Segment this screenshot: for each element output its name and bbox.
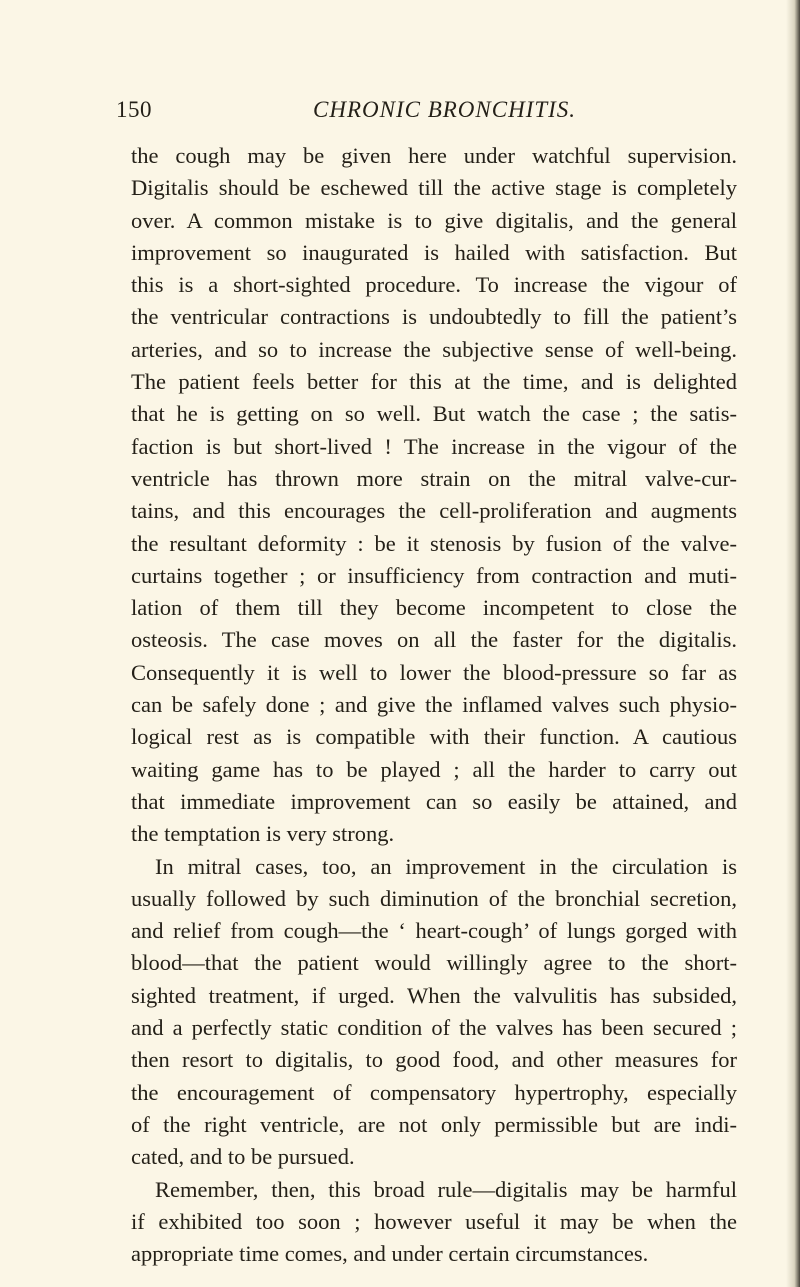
- text-line: the ventricular contractions is undoubtedly to fill the patient’s: [131, 304, 737, 330]
- text-line: waiting game has to be played ; all the harder to carry out: [131, 756, 737, 782]
- page-number: 150: [116, 97, 152, 122]
- text-line: appropriate time comes, and under certain circumstances.: [131, 1241, 649, 1267]
- text-line: logical rest as is compatible with their function. A cautious: [131, 724, 737, 750]
- text-line: the temptation is very strong.: [131, 821, 395, 847]
- paragraph: [131, 851, 737, 1174]
- text-line: the resultant deformity : be it stenosis by fusion of the valve-: [131, 530, 737, 556]
- text-line: and a perfectly static condition of the valves has been secured ;: [131, 1015, 737, 1041]
- text-line: that immediate improvement can so easily be attained, and: [131, 788, 737, 814]
- text-line: In mitral cases, too, an improvement in the circulation is: [155, 853, 737, 879]
- text-line: curtains together ; or insufficiency from contraction and muti-: [131, 562, 737, 588]
- page-edge-shadow: [786, 0, 800, 1287]
- paragraph: [131, 140, 737, 851]
- text-line: improvement so inaugurated is hailed with satisfaction. But: [131, 239, 737, 265]
- body-text: [131, 140, 737, 1270]
- text-line: then resort to digitalis, to good food, and other measures for: [131, 1047, 737, 1073]
- text-line: and relief from cough—the ‘ heart-cough’ of lungs gorged with: [131, 918, 737, 944]
- text-line: lation of them till they become incompetent to close the: [131, 595, 737, 621]
- running-title: CHRONIC BRONCHITIS.: [313, 97, 577, 122]
- text-line: Digitalis should be eschewed till the active stage is completely: [131, 175, 737, 201]
- text-line: ventricle has thrown more strain on the mitral valve-cur-: [131, 465, 737, 491]
- text-line: if exhibited too soon ; however useful it may be when the: [131, 1208, 737, 1234]
- running-head: [116, 97, 736, 137]
- text-line: over. A common mistake is to give digitalis, and the general: [131, 207, 737, 233]
- text-line: osteosis. The case moves on all the faster for the digitalis.: [131, 627, 737, 653]
- text-line: sighted treatment, if urged. When the valvulitis has subsided,: [131, 982, 737, 1008]
- text-line: blood—that the patient would willingly agree to the short-: [131, 950, 737, 976]
- text-line: tains, and this encourages the cell-proliferation and augments: [131, 498, 737, 524]
- text-line: arteries, and so to increase the subjective sense of well-being.: [131, 336, 737, 362]
- text-line: of the right ventricle, are not only permissible but are indi-: [131, 1111, 737, 1137]
- text-line: Remember, then, this broad rule—digitalis may be harmful: [155, 1176, 737, 1202]
- text-line: can be safely done ; and give the inflamed valves such physio-: [131, 692, 737, 718]
- text-line: faction is but short-lived ! The increase in the vigour of the: [131, 433, 737, 459]
- paragraph: [131, 1174, 737, 1271]
- text-line: cated, and to be pursued.: [131, 1144, 355, 1170]
- text-line: Consequently it is well to lower the blood-pressure so far as: [131, 659, 737, 685]
- text-line: that he is getting on so well. But watch the case ; the satis-: [131, 401, 737, 427]
- text-line: this is a short-sighted procedure. To increase the vigour of: [131, 272, 737, 298]
- text-line: usually followed by such diminution of the bronchial secretion,: [131, 885, 737, 911]
- text-line: The patient feels better for this at the time, and is delighted: [131, 369, 737, 395]
- text-line: the cough may be given here under watchful supervision.: [131, 143, 737, 168]
- text-line: the encouragement of compensatory hypertrophy, especially: [131, 1079, 737, 1105]
